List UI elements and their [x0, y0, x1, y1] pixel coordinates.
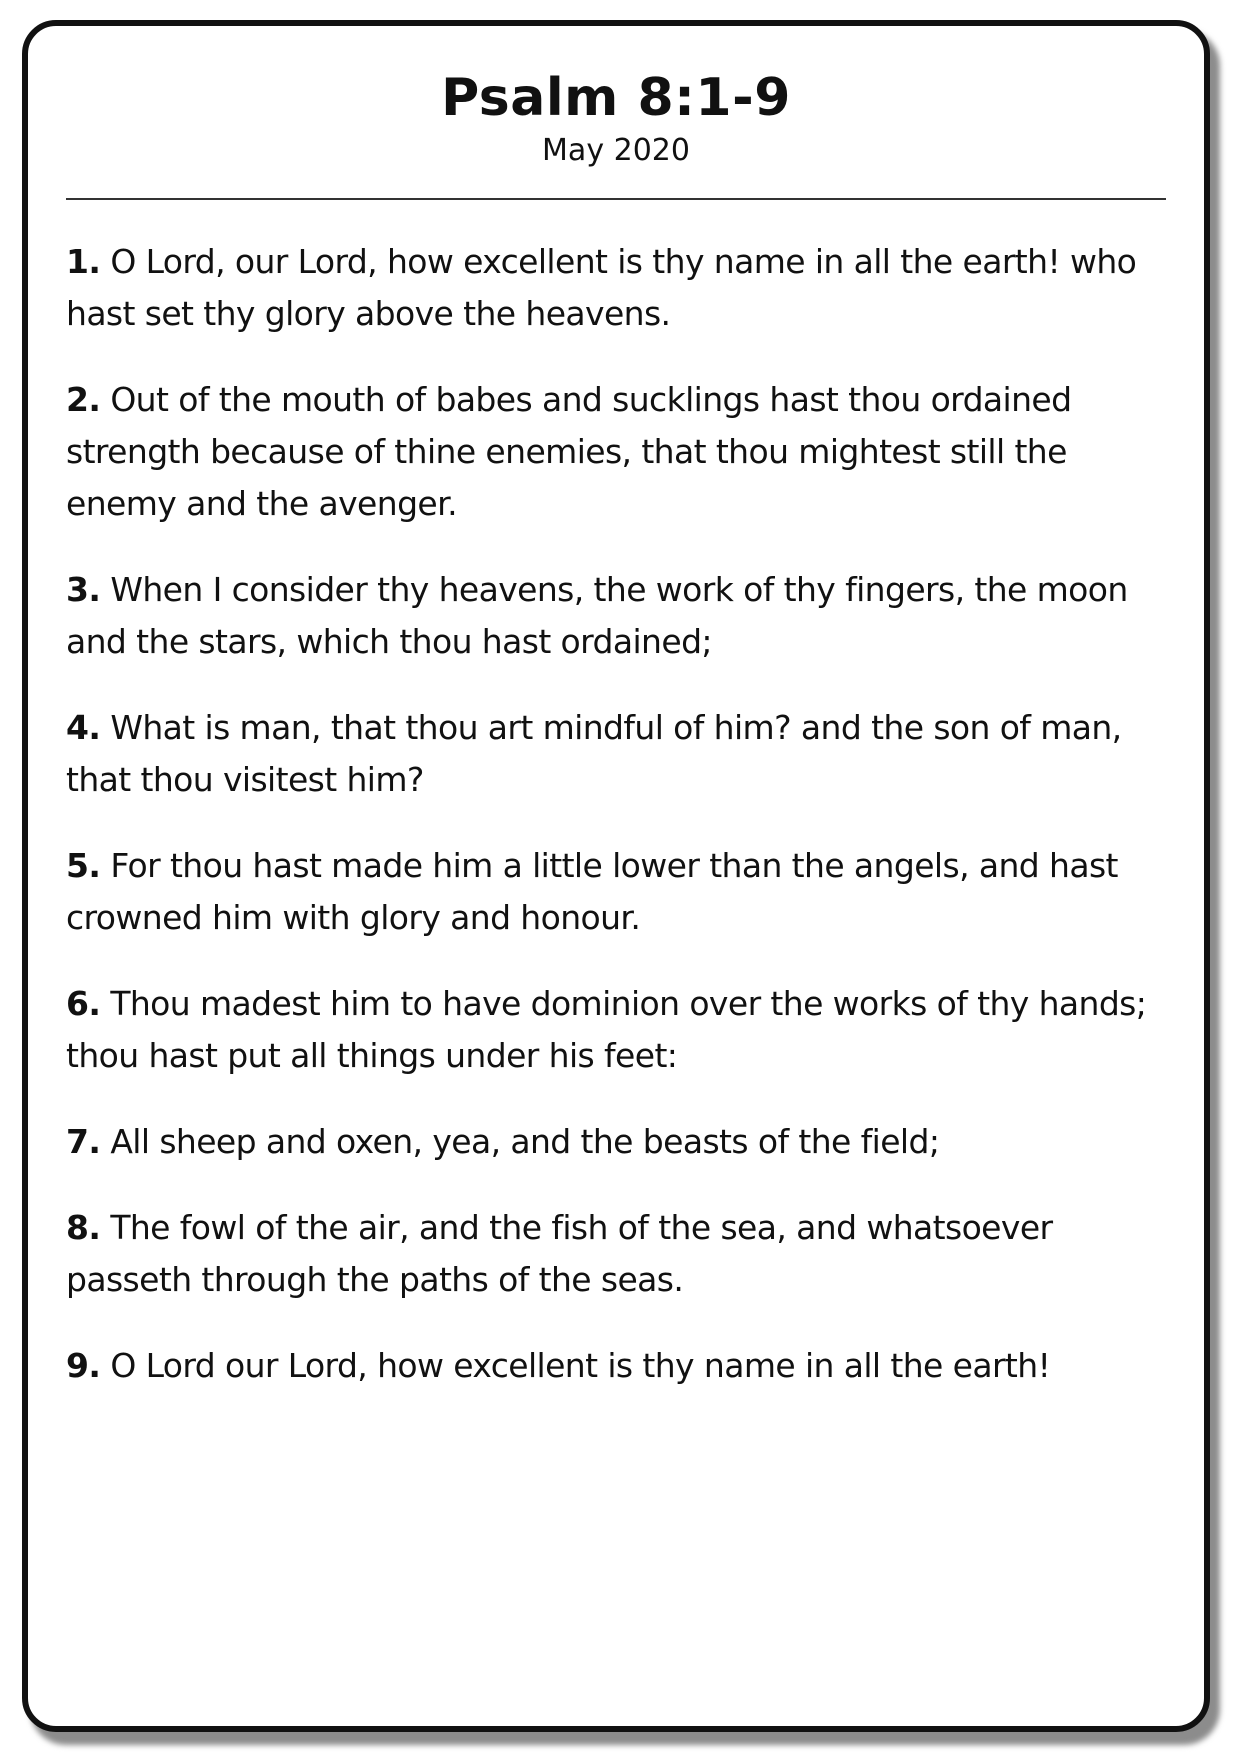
- verse-number: 3.: [66, 570, 101, 609]
- verse-text: All sheep and oxen, yea, and the beasts of the field;: [110, 1122, 940, 1161]
- verse-7: [66, 1116, 1174, 1168]
- verse-3: [66, 564, 1174, 668]
- verse-6: [66, 978, 1174, 1082]
- verse-text: When I consider thy heavens, the work of thy fingers, the moon and the stars, which thou hast ordained;: [66, 570, 1128, 661]
- verse-number: 9.: [66, 1346, 101, 1385]
- card-header: [28, 66, 1204, 170]
- verse-text: For thou hast made him a little lower than the angels, and hast crowned him with glory and honour.: [66, 846, 1118, 937]
- verse-2: [66, 374, 1174, 530]
- verse-number: 6.: [66, 984, 101, 1023]
- verse-number: 1.: [66, 242, 101, 281]
- verse-text: What is man, that thou art mindful of him? and the son of man, that thou visitest him?: [66, 708, 1122, 799]
- verse-number: 8.: [66, 1208, 101, 1247]
- verse-1: [66, 236, 1174, 340]
- verse-text: O Lord our Lord, how excellent is thy name in all the earth!: [110, 1346, 1051, 1385]
- verse-number: 4.: [66, 708, 101, 747]
- verse-number: 5.: [66, 846, 101, 885]
- page-title: Psalm 8:1-9: [441, 68, 791, 128]
- scripture-card: [22, 20, 1210, 1732]
- verse-number: 7.: [66, 1122, 101, 1161]
- verse-number: 2.: [66, 380, 101, 419]
- verse-5: [66, 840, 1174, 944]
- divider: [66, 198, 1166, 200]
- verse-list: [66, 236, 1174, 1426]
- verse-text: O Lord, our Lord, how excellent is thy name in all the earth! who hast set thy glory above the heavens.: [66, 242, 1137, 333]
- verse-9: [66, 1340, 1174, 1392]
- verse-text: The fowl of the air, and the fish of the sea, and whatsoever passeth through the paths of the seas.: [66, 1208, 1053, 1299]
- verse-text: Thou madest him to have dominion over the works of thy hands; thou hast put all things under his feet:: [66, 984, 1147, 1075]
- verse-8: [66, 1202, 1174, 1306]
- verse-4: [66, 702, 1174, 806]
- page-date: May 2020: [542, 133, 690, 168]
- verse-text: Out of the mouth of babes and sucklings hast thou ordained strength because of thine enemies, that thou mightest still the enemy and the avenger.: [66, 380, 1072, 523]
